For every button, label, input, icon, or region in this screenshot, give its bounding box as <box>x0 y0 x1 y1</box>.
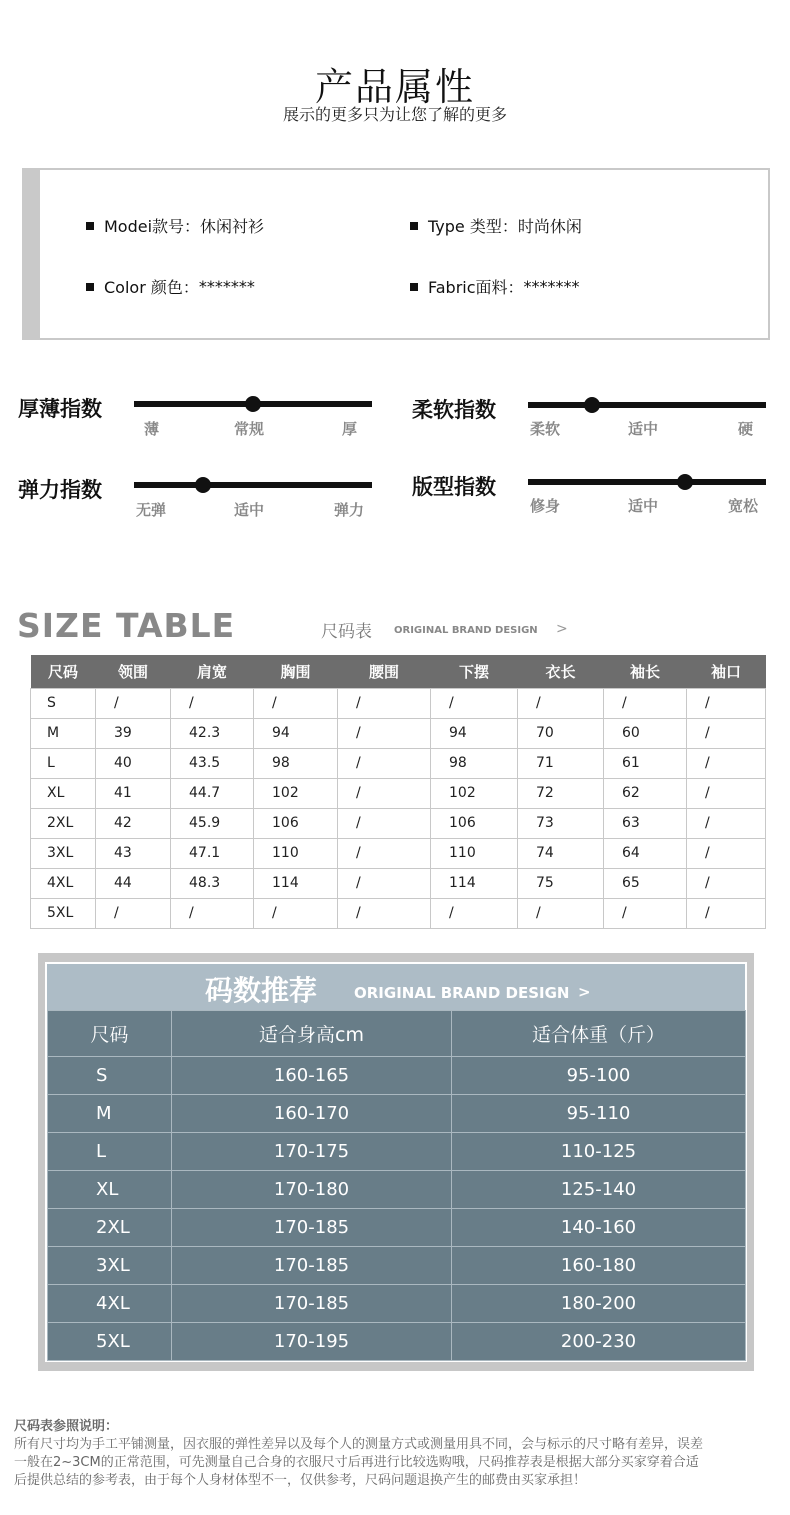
recommend-brand: ORIGINAL BRAND DESIGN <box>354 984 570 1002</box>
table-cell: 61 <box>604 748 687 778</box>
table-cell: / <box>338 838 431 868</box>
scale-tick: 无弹 <box>136 501 167 519</box>
scale-tick: 修身 <box>530 497 561 515</box>
table-cell: 4XL <box>31 868 96 898</box>
table-cell: 43 <box>96 838 171 868</box>
chevron-right-icon: > <box>578 983 591 1001</box>
table-cell: 47.1 <box>171 838 254 868</box>
table-cell: 114 <box>431 868 518 898</box>
table-cell: / <box>96 898 171 928</box>
table-cell: 75 <box>518 868 604 898</box>
table-row <box>31 808 766 838</box>
table-row <box>31 718 766 748</box>
note-line: 后提供总结的参考表，由于每个人身材体型不一，仅供参考，尺码问题退换产生的邮费由买家承担！ <box>14 1473 587 1488</box>
table-cell: XL <box>31 778 96 808</box>
note-line: 一般在2~3CM的正常范围，可先测量自己合身的衣服尺寸后再进行比较选购哦，尺码推荐表是根据大部分买家穿着合适 <box>14 1455 699 1470</box>
table-cell: 106 <box>254 808 338 838</box>
table-row <box>48 1209 746 1247</box>
table-cell: M <box>48 1095 172 1133</box>
table-cell: / <box>338 778 431 808</box>
size-table-title: SIZE TABLE <box>17 606 236 645</box>
note-body <box>14 1436 780 1490</box>
attribute-model <box>86 214 264 237</box>
size-column-header: 衣长 <box>518 655 604 688</box>
table-cell: 4XL <box>48 1285 172 1323</box>
table-cell: 60 <box>604 718 687 748</box>
table-cell: 3XL <box>48 1247 172 1285</box>
table-row <box>31 778 766 808</box>
scale-tick: 厚 <box>342 420 358 438</box>
scale-elasticity-line <box>134 482 372 488</box>
table-cell: / <box>254 688 338 718</box>
table-cell: 3XL <box>31 838 96 868</box>
table-cell: / <box>687 718 766 748</box>
table-row <box>31 868 766 898</box>
recommend-column-header: 适合身高cm <box>172 1011 452 1057</box>
table-cell: 43.5 <box>171 748 254 778</box>
table-cell: / <box>431 898 518 928</box>
table-cell: 74 <box>518 838 604 868</box>
table-row <box>31 838 766 868</box>
table-cell: / <box>687 838 766 868</box>
table-row <box>48 1095 746 1133</box>
table-cell: 110 <box>431 838 518 868</box>
table-cell: 5XL <box>31 898 96 928</box>
table-cell: 44.7 <box>171 778 254 808</box>
scale-tick: 适中 <box>234 501 265 519</box>
size-table-title-cn: 尺码表 <box>321 622 372 642</box>
attribute-value: 休闲衬衫 <box>200 217 265 236</box>
table-cell: 110-125 <box>452 1133 746 1171</box>
table-cell: 73 <box>518 808 604 838</box>
table-cell: L <box>48 1133 172 1171</box>
size-table-brand: ORIGINAL BRAND DESIGN <box>394 625 538 636</box>
size-column-header: 肩宽 <box>171 655 254 688</box>
table-cell: 102 <box>431 778 518 808</box>
table-cell: 70 <box>518 718 604 748</box>
table-cell: 94 <box>431 718 518 748</box>
table-cell: / <box>518 688 604 718</box>
table-cell: L <box>31 748 96 778</box>
scale-tick: 宽松 <box>728 497 759 515</box>
table-cell: 63 <box>604 808 687 838</box>
attributes-panel <box>22 168 770 340</box>
table-row <box>48 1057 746 1095</box>
table-cell: 71 <box>518 748 604 778</box>
table-cell: 160-170 <box>172 1095 452 1133</box>
bullet-icon <box>86 283 94 291</box>
table-cell: 170-185 <box>172 1285 452 1323</box>
table-cell: 2XL <box>48 1209 172 1247</box>
table-cell: 95-110 <box>452 1095 746 1133</box>
table-cell: 42.3 <box>171 718 254 748</box>
table-cell: / <box>687 778 766 808</box>
page-subtitle: 展示的更多只为让您了解的更多 <box>282 105 507 124</box>
table-cell: 140-160 <box>452 1209 746 1247</box>
table-row <box>48 1323 746 1361</box>
table-cell: / <box>687 898 766 928</box>
note-line: 所有尺寸均为手工平铺测量，因衣服的弹性差异以及每个人的测量方式或测量用具不同，会与标示的尺寸略有差异，误差 <box>14 1437 704 1452</box>
table-cell: 64 <box>604 838 687 868</box>
table-cell: 180-200 <box>452 1285 746 1323</box>
table-cell: / <box>338 898 431 928</box>
scale-softness-label: 柔软指数 <box>412 398 496 422</box>
recommend-column-header: 适合体重（斤） <box>452 1011 746 1057</box>
table-cell: S <box>31 688 96 718</box>
size-column-header: 腰围 <box>338 655 431 688</box>
panel-accent-bar <box>24 170 40 338</box>
scale-tick: 薄 <box>144 420 160 438</box>
table-cell: 110 <box>254 838 338 868</box>
table-cell: / <box>687 688 766 718</box>
attribute-label: Type 类型： <box>428 217 518 236</box>
scale-elasticity-marker <box>195 477 211 493</box>
table-cell: 45.9 <box>171 808 254 838</box>
attribute-label: Color 颜色： <box>104 278 199 297</box>
scale-tick: 弹力 <box>334 501 365 519</box>
table-row <box>48 1133 746 1171</box>
bullet-icon <box>410 283 418 291</box>
table-cell: / <box>431 688 518 718</box>
scale-tick: 适中 <box>628 497 659 515</box>
recommend-title: 码数推荐 <box>205 974 318 1007</box>
table-cell: / <box>338 748 431 778</box>
table-row <box>31 748 766 778</box>
recommend-table <box>47 1010 746 1361</box>
table-cell: 39 <box>96 718 171 748</box>
attribute-type <box>410 214 582 237</box>
table-cell: 170-195 <box>172 1323 452 1361</box>
table-cell: M <box>31 718 96 748</box>
table-cell: 170-185 <box>172 1247 452 1285</box>
table-cell: XL <box>48 1171 172 1209</box>
table-row <box>31 898 766 928</box>
size-column-header: 胸围 <box>254 655 338 688</box>
table-cell: / <box>604 898 687 928</box>
table-cell: 125-140 <box>452 1171 746 1209</box>
table-cell: / <box>338 808 431 838</box>
table-cell: 170-185 <box>172 1209 452 1247</box>
scale-fit-line <box>528 479 766 485</box>
attribute-value: 时尚休闲 <box>517 217 582 236</box>
size-table <box>30 655 766 929</box>
table-cell: 98 <box>431 748 518 778</box>
table-cell: 72 <box>518 778 604 808</box>
table-cell: 106 <box>431 808 518 838</box>
attribute-value: ******* <box>523 277 580 296</box>
table-cell: / <box>687 808 766 838</box>
table-cell: 170-180 <box>172 1171 452 1209</box>
note-title: 尺码表参照说明： <box>14 1419 119 1434</box>
scale-fit-label: 版型指数 <box>412 475 496 499</box>
attribute-fabric <box>410 275 580 298</box>
attribute-label: Modei款号： <box>104 217 201 236</box>
table-cell: / <box>687 868 766 898</box>
scale-softness-line <box>528 402 766 408</box>
attribute-label: Fabric面料： <box>428 278 524 297</box>
table-cell: / <box>338 688 431 718</box>
table-cell: / <box>518 898 604 928</box>
table-cell: / <box>96 688 171 718</box>
table-cell: 160-165 <box>172 1057 452 1095</box>
table-row <box>48 1247 746 1285</box>
table-row <box>31 688 766 718</box>
scale-softness-marker <box>584 397 600 413</box>
scale-thickness-marker <box>245 396 261 412</box>
table-cell: 44 <box>96 868 171 898</box>
page-title: 产品属性 <box>314 65 475 109</box>
scale-tick: 柔软 <box>530 420 561 438</box>
size-column-header: 领围 <box>96 655 171 688</box>
table-cell: 2XL <box>31 808 96 838</box>
table-cell: 62 <box>604 778 687 808</box>
table-cell: 48.3 <box>171 868 254 898</box>
table-cell: 170-175 <box>172 1133 452 1171</box>
table-cell: / <box>171 688 254 718</box>
table-cell: / <box>687 748 766 778</box>
scale-tick: 适中 <box>628 420 659 438</box>
size-column-header: 袖长 <box>604 655 687 688</box>
table-cell: 65 <box>604 868 687 898</box>
table-cell: / <box>604 688 687 718</box>
table-cell: 42 <box>96 808 171 838</box>
table-cell: 98 <box>254 748 338 778</box>
bullet-icon <box>86 222 94 230</box>
table-cell: / <box>254 898 338 928</box>
scale-fit-marker <box>677 474 693 490</box>
table-cell: / <box>171 898 254 928</box>
chevron-right-icon: > <box>556 621 568 637</box>
table-cell: 160-180 <box>452 1247 746 1285</box>
table-row <box>48 1285 746 1323</box>
scale-thickness-label: 厚薄指数 <box>18 397 102 421</box>
table-cell: S <box>48 1057 172 1095</box>
attribute-value: ******* <box>198 277 255 296</box>
scale-tick: 常规 <box>234 420 265 438</box>
bullet-icon <box>410 222 418 230</box>
scale-tick: 硬 <box>738 420 754 438</box>
table-cell: 5XL <box>48 1323 172 1361</box>
size-table-header <box>31 655 766 688</box>
table-row <box>48 1171 746 1209</box>
table-cell: 40 <box>96 748 171 778</box>
recommend-table-header <box>48 1011 746 1057</box>
attribute-color <box>86 275 255 298</box>
table-cell: 200-230 <box>452 1323 746 1361</box>
table-cell: 102 <box>254 778 338 808</box>
size-column-header: 下摆 <box>431 655 518 688</box>
table-cell: 94 <box>254 718 338 748</box>
size-column-header: 袖口 <box>687 655 766 688</box>
recommend-column-header: 尺码 <box>48 1011 172 1057</box>
table-cell: 114 <box>254 868 338 898</box>
scale-elasticity-label: 弹力指数 <box>18 478 102 502</box>
table-cell: / <box>338 718 431 748</box>
table-cell: / <box>338 868 431 898</box>
table-cell: 95-100 <box>452 1057 746 1095</box>
table-cell: 41 <box>96 778 171 808</box>
size-column-header: 尺码 <box>31 655 96 688</box>
